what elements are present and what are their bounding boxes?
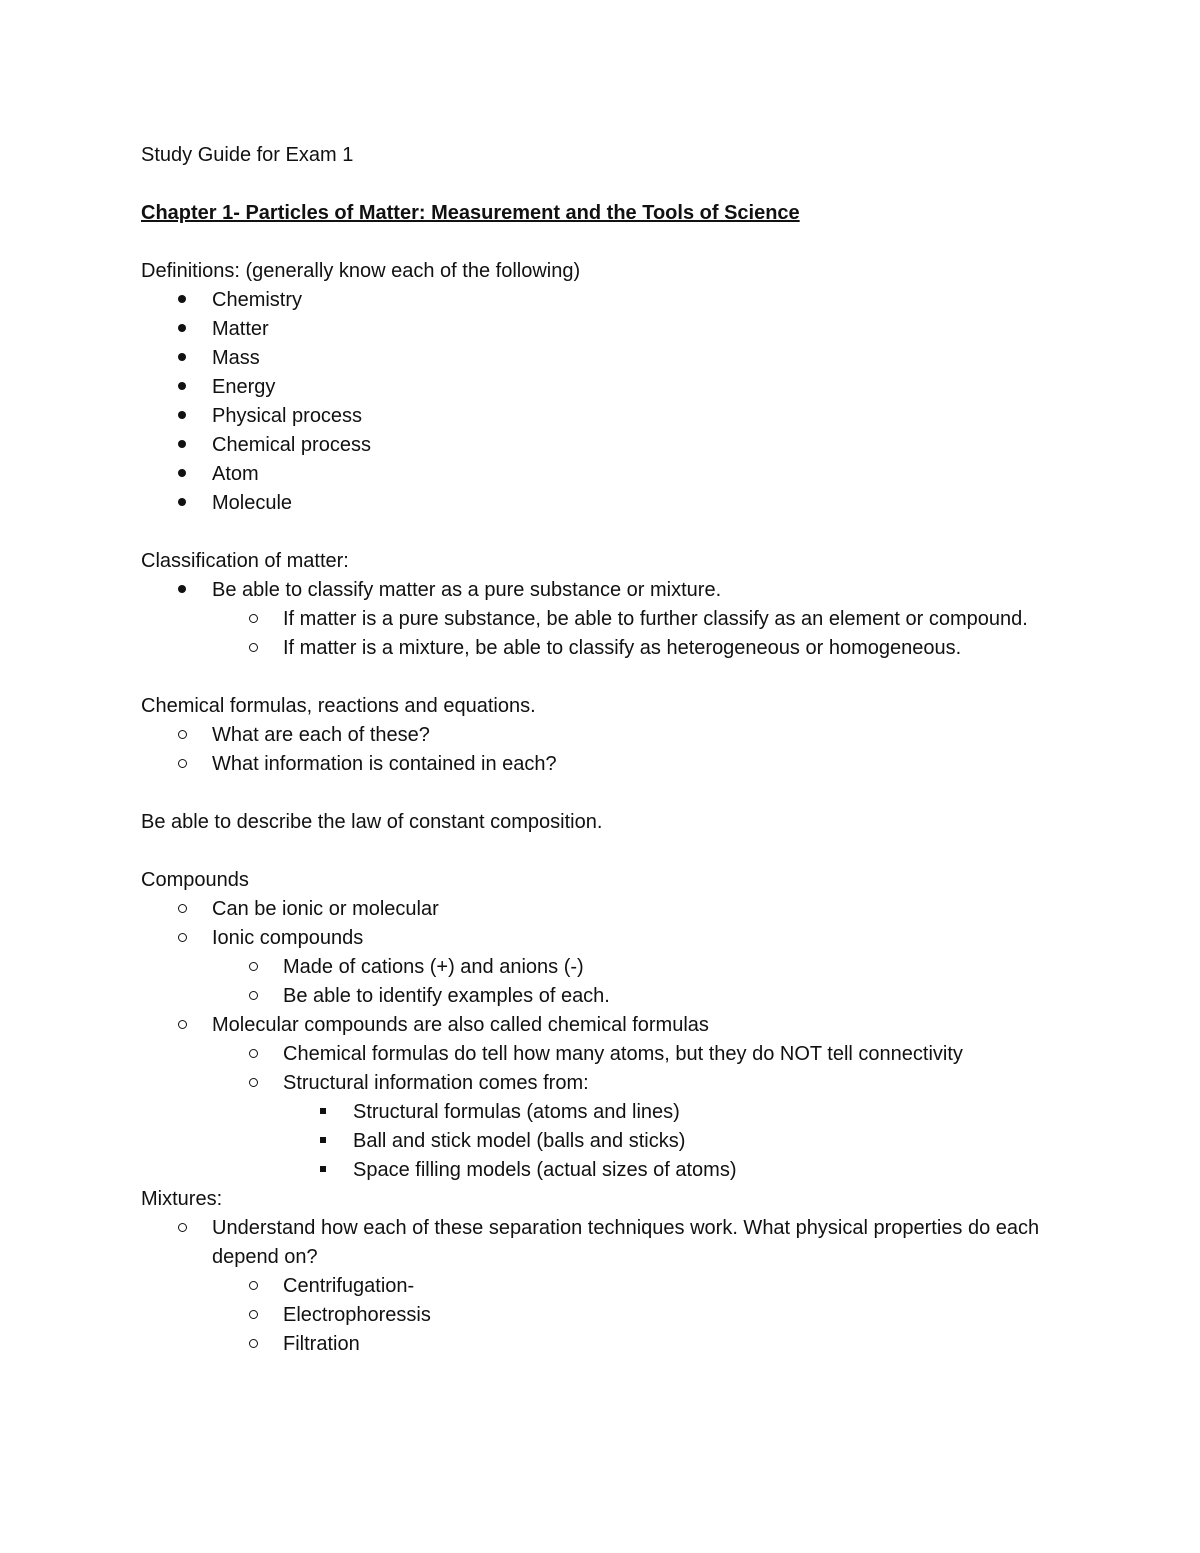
classification-heading: Classification of matter: [141, 550, 349, 572]
circle-bullet-icon [172, 750, 192, 779]
document-body [141, 141, 1071, 1359]
circle-bullet-icon [172, 924, 192, 953]
list-item: Molecular compounds are also called chemical formulas [141, 1011, 1071, 1040]
list-item: Molecule [141, 489, 1071, 518]
list-item: Electrophoressis [141, 1301, 1071, 1330]
bullet-icon [172, 431, 192, 460]
definitions-heading: Definitions: (generally know each of the following) [141, 260, 581, 282]
circle-bullet-icon [243, 982, 263, 1011]
list-item: Structural information comes from: [141, 1069, 1071, 1098]
list-item: Structural formulas (atoms and lines) [141, 1098, 1071, 1127]
chapter-heading: Chapter 1- Particles of Matter: Measurement and the Tools of Science [141, 202, 800, 224]
formulas-heading: Chemical formulas, reactions and equations. [141, 695, 536, 717]
circle-bullet-icon [172, 1011, 192, 1040]
mixtures-list [141, 1214, 1071, 1359]
mixtures-heading: Mixtures: [141, 1188, 223, 1210]
bullet-icon [172, 489, 192, 518]
circle-bullet-icon [243, 1330, 263, 1359]
list-item: Be able to identify examples of each. [141, 982, 1071, 1011]
circle-bullet-icon [243, 953, 263, 982]
bullet-icon [172, 315, 192, 344]
list-item: Matter [141, 315, 1071, 344]
circle-bullet-icon [172, 895, 192, 924]
circle-bullet-icon [243, 634, 263, 663]
classification-list [141, 576, 1071, 663]
list-item: Physical process [141, 402, 1071, 431]
circle-bullet-icon [243, 605, 263, 634]
list-item: Ball and stick model (balls and sticks) [141, 1127, 1071, 1156]
circle-bullet-icon [172, 1214, 192, 1243]
list-item: Mass [141, 344, 1071, 373]
list-item: Chemical process [141, 431, 1071, 460]
list-item: Filtration [141, 1330, 1071, 1359]
bullet-icon [172, 460, 192, 489]
list-item: Space filling models (actual sizes of atoms) [141, 1156, 1071, 1185]
compounds-heading: Compounds [141, 869, 249, 891]
square-bullet-icon [313, 1098, 333, 1127]
list-item: Atom [141, 460, 1071, 489]
circle-bullet-icon [243, 1069, 263, 1098]
bullet-icon [172, 402, 192, 431]
list-item: Centrifugation- [141, 1272, 1071, 1301]
square-bullet-icon [313, 1127, 333, 1156]
list-item: Be able to classify matter as a pure substance or mixture. [141, 576, 1071, 605]
bullet-icon [172, 576, 192, 605]
square-bullet-icon [313, 1156, 333, 1185]
list-item: What are each of these? [141, 721, 1071, 750]
list-item: Chemistry [141, 286, 1071, 315]
list-item: Can be ionic or molecular [141, 895, 1071, 924]
list-item: Ionic compounds [141, 924, 1071, 953]
bullet-icon [172, 344, 192, 373]
circle-bullet-icon [243, 1301, 263, 1330]
circle-bullet-icon [243, 1272, 263, 1301]
bullet-icon [172, 286, 192, 315]
law-statement: Be able to describe the law of constant composition. [141, 811, 603, 833]
circle-bullet-icon [172, 721, 192, 750]
list-item: Made of cations (+) and anions (-) [141, 953, 1071, 982]
list-item: Understand how each of these separation techniques work. What physical properties do each depend on? [141, 1214, 1071, 1272]
bullet-icon [172, 373, 192, 402]
circle-bullet-icon [243, 1040, 263, 1069]
list-item: If matter is a pure substance, be able to further classify as an element or compound. [141, 605, 1071, 634]
list-item: Energy [141, 373, 1071, 402]
definitions-list [141, 286, 1071, 518]
formulas-list [141, 721, 1071, 779]
list-item: If matter is a mixture, be able to classify as heterogeneous or homogeneous. [141, 634, 1071, 663]
list-item: What information is contained in each? [141, 750, 1071, 779]
document-title: Study Guide for Exam 1 [141, 144, 354, 166]
list-item: Chemical formulas do tell how many atoms, but they do NOT tell connectivity [141, 1040, 1071, 1069]
compounds-list [141, 895, 1071, 1185]
